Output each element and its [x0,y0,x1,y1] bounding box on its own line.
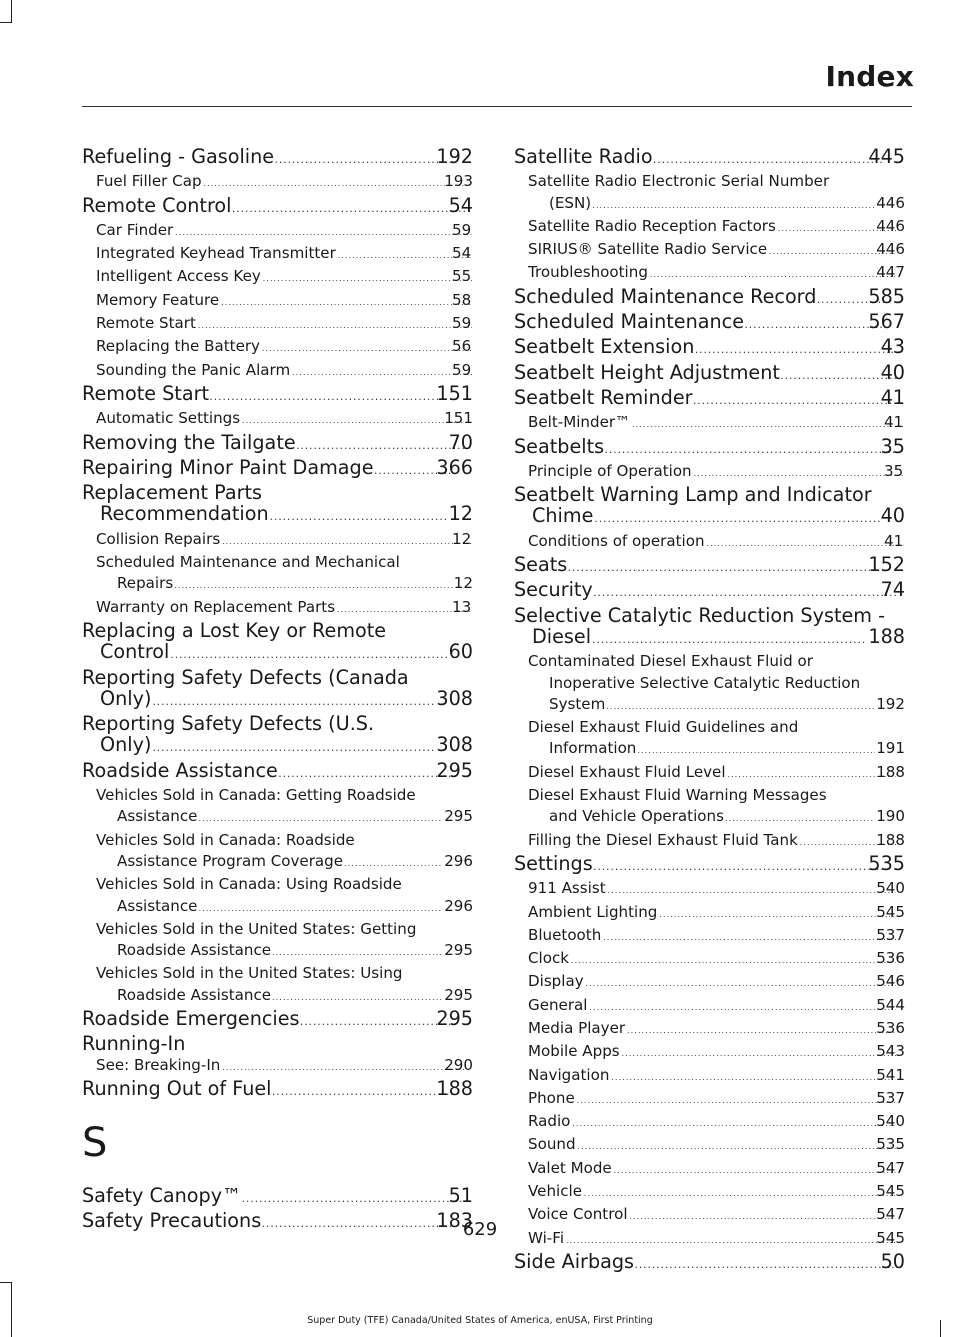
leader-dots [174,575,453,596]
index-entry [514,484,905,531]
index-entry-label: Memory Feature [96,290,220,309]
index-entry-label: Remote Start [96,314,196,333]
index-entry-page: 366 [436,455,473,479]
index-entry-label: Safety Canopy™ [82,1184,242,1208]
footer-text: Super Duty (TFE) Canada/United States of America, enUSA, First Printing [307,1315,653,1326]
index-entry-page: 537 [876,1088,905,1107]
index-entry-text: Vehicles Sold in Canada: Roadside [96,830,355,849]
index-entry-label: Security [514,578,593,602]
index-entry-label: Only) [100,686,152,710]
index-entry-page: 308 [436,686,473,710]
index-entry-text: Seatbelt Warning Lamp and Indicator [514,483,872,507]
index-entry-page: 60 [448,640,473,664]
index-entry-label: Intelligent Access Key [96,267,261,286]
index-entry-label: Wi-Fi [528,1228,565,1247]
index-entry-page: 43 [880,335,905,359]
leader-dots [570,950,896,971]
index-entry-page: 543 [876,1042,905,1061]
index-entry-page: 446 [876,240,905,259]
index-entry [82,1033,473,1054]
index-entry-label: (ESN) [549,193,592,212]
index-entry-page: 50 [880,1249,905,1273]
leader-dots [221,1057,464,1078]
index-entry-page: 295 [444,941,473,960]
leader-dots [198,808,443,829]
index-subentry [82,963,473,1008]
leader-dots [594,509,879,530]
index-subentry [514,785,905,830]
index-subentry: Intelligent Access Key ..... 55 [82,266,473,289]
index-subentry [514,239,905,262]
index-entry-page: 545 [876,1228,905,1247]
index-entry-label: Roadside Assistance [117,985,272,1004]
leader-dots [613,1160,896,1181]
leader-dots [152,692,435,713]
index-entry-page: 546 [876,972,905,991]
leader-dots [197,315,472,336]
index-entry [82,713,473,760]
leader-dots [241,410,464,431]
index-subentry [82,408,473,431]
index-entry-label: Seats [514,553,568,577]
index-subentry [82,785,473,830]
index-entry [82,146,473,171]
index-entry [82,760,473,785]
index-subentry: Conditions of operation ..... 41 [514,531,905,554]
index-entry-label: Filling the Diesel Exhaust Fluid Tank [528,830,798,849]
index-entry-page: 541 [876,1065,905,1084]
leader-dots [605,440,897,461]
leader-dots [170,645,447,666]
index-entry-page: 545 [876,1182,905,1201]
leader-dots [233,199,466,220]
index-subentry [82,171,473,194]
index-entry-text: Diesel Exhaust Fluid Guidelines and [528,718,799,737]
leader-dots [220,292,472,313]
index-entry-page: 151 [444,409,473,428]
index-entry-page: 535 [868,851,905,875]
index-entry-label: Information [549,739,637,758]
index-entry [514,436,905,461]
index-entry-label: Scheduled Maintenance Record [514,284,817,308]
leader-dots [297,436,466,457]
index-entry-label: See: Breaking-In [96,1055,221,1074]
index-entry-text: Vehicles Sold in Canada: Using Roadside [96,875,402,894]
index-entry-page: 188 [876,830,905,849]
index-entry-label: 911 Assist [528,879,606,898]
index-entry-page: 445 [868,145,905,168]
index-entry-text: Reporting Safety Defects (U.S. [82,712,375,736]
index-entry-label: Car Finder [96,220,174,239]
index-subentry [514,1158,905,1181]
index-entry-page: 191 [876,739,905,758]
index-entry-page: 536 [876,1018,905,1037]
index-subentry: Car Finder ..... 59 [82,220,473,243]
index-entry-label: Valet Mode [528,1158,612,1177]
index-entry-page: 40 [880,360,905,384]
index-subentry: Warranty on Replacement Parts ..... 13 [82,597,473,620]
leader-dots [658,904,896,925]
leader-dots [262,268,472,289]
index-entry-page: 35 [880,434,905,458]
leader-dots [695,340,897,361]
index-entry-label: Repairs [117,574,174,593]
index-subentry [514,651,905,717]
index-entry-label: Automatic Settings [96,409,241,428]
leader-dots [654,150,886,171]
index-subentry [514,830,905,853]
index-entry-label: Satellite Radio Reception Factors [528,216,776,235]
leader-dots [291,362,472,383]
index-entry-label: Sounding the Panic Alarm [96,360,291,379]
leader-dots [272,987,443,1008]
index-entry-page: 295 [444,985,473,1004]
index-entry-label: Satellite Radio [514,145,653,168]
index-entry [82,432,473,457]
index-subentry [82,1055,473,1078]
index-entry-label: Roadside Assistance [117,941,272,960]
leader-dots [568,558,885,579]
index-subentry [82,552,473,597]
index-subentry: Integrated Keyhead Transmitter ..... 54 [82,243,473,266]
leader-dots [273,1082,454,1103]
index-entry-page: 12 [448,502,473,526]
index-entry-label: Assistance [117,896,198,915]
index-entry-text: Running-In [82,1032,186,1056]
index-entry-label: Media Player [528,1018,626,1037]
leader-dots [576,1090,896,1111]
index-entry [82,195,473,220]
index-entry-text: Reporting Safety Defects (Canada [82,665,409,689]
index-entry-label: Clock [528,949,570,968]
index-entry-text: Vehicles Sold in Canada: Getting Roadside [96,786,416,805]
index-entry-label: Vehicle [528,1182,582,1201]
index-subentry [514,948,905,971]
index-entry-label: Principle of Operation [528,461,692,480]
leader-dots [594,857,886,878]
index-subentry [514,971,905,994]
leader-dots [745,315,885,336]
page-number: 629 [462,1219,498,1240]
index-entry-label: Recommendation [100,502,269,526]
leader-dots [602,927,896,948]
index-entry-label: Mobile Apps [528,1042,620,1061]
index-entry-page: 535 [876,1135,905,1154]
index-column-left [82,146,473,1236]
index-entry-text: Selective Catalytic Reduction System - [514,603,885,627]
index-subentry [514,1181,905,1204]
index-entry-label: Seatbelt Reminder [514,385,693,409]
index-entry-label: Control [100,640,170,664]
index-entry-label: and Vehicle Operations [549,807,724,826]
leader-dots [221,531,472,552]
index-entry-page: 296 [444,896,473,915]
index-entry-page: 295 [444,807,473,826]
index-entry-label: General [528,995,588,1014]
leader-dots [610,1067,896,1088]
index-entry-text: Vehicles Sold in the United States: Getting [96,919,417,938]
index-entry-label: Radio [528,1112,571,1131]
index-entry-page: 547 [876,1158,905,1177]
leader-dots [261,338,472,359]
index-entry-page: 295 [436,1006,473,1030]
index-entry-page: 446 [876,216,905,235]
index-entry-page: 74 [880,578,905,602]
index-entry-label: Seatbelt Extension [514,335,695,359]
leader-dots [606,696,875,717]
index-entry-text: Diesel Exhaust Fluid Warning Messages [528,786,827,805]
index-subentry [514,171,905,216]
crop-mark-bottom-left-h [0,1282,12,1283]
index-entry-page: 188 [876,762,905,781]
leader-dots [279,764,454,785]
index-entry-label: Conditions of operation [528,531,705,550]
index-entry [514,146,905,171]
index-entry-text: Replacing a Lost Key or Remote [82,618,387,642]
index-subentry: Remote Start ..... 59 [82,313,473,336]
index-subentry [514,1065,905,1088]
index-entry [514,336,905,361]
index-entry-page: 544 [876,995,905,1014]
index-subentry [514,762,905,785]
index-subentry [514,1134,905,1157]
index-entry-label: Collision Repairs [96,529,221,548]
index-entry-page: 190 [876,807,905,826]
index-entry-page: 152 [868,553,905,577]
index-entry [514,605,905,652]
index-entry-label: Safety Precautions [82,1209,262,1233]
index-entry-label: Navigation [528,1065,610,1084]
leader-dots [577,1136,897,1157]
index-entry-label: Display [528,972,584,991]
leader-dots [588,997,896,1018]
index-entry-page: 151 [436,381,473,405]
index-entry-page: 54 [448,193,473,217]
index-subentry [514,1111,905,1134]
index-subentry [82,830,473,875]
index-entry-label: Only) [100,733,152,757]
index-subentry [514,925,905,948]
index-entry-label: Diesel Exhaust Fluid Level [528,762,726,781]
index-subentry [514,995,905,1018]
leader-dots [637,740,875,761]
index-entry-page: 547 [876,1205,905,1224]
leader-dots [272,942,443,963]
index-subentry: Sounding the Panic Alarm ..... 59 [82,360,473,383]
index-entry-label: Removing the Tailgate [82,430,296,454]
index-entry-label: Repairing Minor Paint Damage [82,455,374,479]
index-entry-page: 540 [876,879,905,898]
leader-dots [203,173,465,194]
index-entry-text: Replacement Parts [82,481,263,505]
index-entry-label: Running Out of Fuel [82,1076,272,1100]
leader-dots [198,898,443,919]
index-subentry [514,1088,905,1111]
leader-dots [706,533,904,554]
index-entry-label: Troubleshooting [528,263,648,282]
leader-dots [626,1020,896,1041]
index-entry-page: 296 [444,851,473,870]
index-entry-text: Contaminated Diesel Exhaust Fluid or [528,652,813,671]
index-subentry [514,1018,905,1041]
leader-dots [174,222,472,243]
index-entry-label: Belt-Minder™ [528,413,631,432]
index-entry-label: Roadside Assistance [82,758,278,782]
index-entry-page: 536 [876,949,905,968]
index-entry-label: Sound [528,1135,576,1154]
leader-dots [693,463,904,484]
index-entry-label: Ambient Lighting [528,902,658,921]
index-entry-label: Phone [528,1088,575,1107]
leader-dots [571,1113,896,1134]
index-entry-label: Remote Start [82,381,210,405]
index-entry [514,311,905,336]
index-entry-page: 446 [876,193,905,212]
leader-dots [592,195,875,216]
index-entry-text: Inoperative Selective Catalytic Reduction [549,673,861,692]
index-entry-page: 295 [436,758,473,782]
index-entry [514,853,905,878]
index-subentry: Memory Feature ..... 58 [82,290,473,313]
index-entry-label: Seatbelts [514,434,605,458]
index-subentry [514,262,905,285]
index-entry [82,667,473,714]
index-entry-page: 545 [876,902,905,921]
leader-dots [583,1183,896,1204]
index-entry [514,579,905,604]
index-entry-text: Scheduled Maintenance and Mechanical [96,553,400,572]
index-entry-label: Refueling - Gasoline [82,145,275,168]
index-subentry [514,216,905,239]
leader-dots [621,1043,897,1064]
index-entry-label: Assistance [117,807,198,826]
index-entry-label: Side Airbags [514,1249,635,1273]
index-entry-label: Fuel Filler Cap [96,172,202,191]
index-entry [514,362,905,387]
crop-mark-top-left-v [11,0,12,22]
index-entry-label: Scheduled Maintenance [514,310,745,334]
leader-dots [210,387,453,408]
index-entry-page: 188 [436,1076,473,1100]
leader-dots [725,808,875,829]
index-section-letter: S [82,1120,108,1167]
index-entry-page: 193 [444,172,473,191]
index-entry [514,1251,905,1276]
index-entry-label: Bluetooth [528,925,602,944]
index-entry-page: 51 [448,1184,473,1208]
index-entry-label: System [549,694,606,713]
index-subentry: Collision Repairs ..... 12 [82,529,473,552]
index-subentry [514,1041,905,1064]
index-entry-page: 70 [448,430,473,454]
index-entry-page: 40 [880,504,905,528]
leader-dots [152,738,435,759]
index-entry-page: 585 [868,284,905,308]
index-subentry [82,919,473,964]
leader-dots [344,853,443,874]
leader-dots [585,973,897,994]
leader-dots [631,414,904,435]
index-entry [82,383,473,408]
index-entry [514,554,905,579]
index-entry-page: 183 [436,1209,473,1233]
index-entry-page: 192 [436,145,473,168]
index-entry-label: Remote Control [82,193,232,217]
index-subentry: Principle of Operation ..... 35 [514,461,905,484]
index-entry [514,387,905,412]
index-entry-page: 12 [453,574,473,593]
index-entry-label: Assistance Program Coverage [117,851,344,870]
index-entry-label: Diesel [532,624,592,648]
leader-dots [275,150,453,171]
index-subentry: Replacing the Battery ..... 56 [82,336,473,359]
index-entry-page: 540 [876,1112,905,1131]
index-entry-page: 447 [876,263,905,282]
leader-dots [594,583,898,604]
crop-mark-top-left-h [0,22,12,23]
index-entry-label: SIRIUS® Satellite Radio Service [528,240,768,259]
index-entry-page: 308 [436,733,473,757]
index-entry-label: Chime [532,504,594,528]
index-entry-label: Warranty on Replacement Parts [96,597,336,616]
leader-dots [649,264,896,285]
index-entry-page: 567 [868,310,905,334]
index-entry [82,620,473,667]
leader-dots [592,630,867,651]
index-subentry: Belt-Minder™ ..... 41 [514,412,905,435]
index-entry [82,457,473,482]
index-entry-label: Settings [514,851,593,875]
leader-dots [635,1255,898,1276]
index-subentry [82,874,473,919]
index-entry-label: Voice Control [528,1205,628,1224]
leader-dots [694,391,898,412]
index-entry-label: Seatbelt Height Adjustment [514,360,780,384]
index-entry [82,482,473,529]
header-rule [82,106,912,107]
index-entry [82,1185,473,1210]
leader-dots [270,507,448,528]
index-subentry [514,717,905,762]
index-entry-label: Roadside Emergencies [82,1006,300,1030]
index-entry-page: 290 [444,1055,473,1074]
leader-dots [301,1012,454,1033]
index-entry-text: Vehicles Sold in the United States: Using [96,964,403,983]
index-column-right [514,146,905,1276]
index-entry-page: 192 [876,694,905,713]
index-entry-label: Integrated Keyhead Transmitter [96,244,336,263]
crop-mark-bottom-left-v [11,1282,12,1337]
index-entry-page: 537 [876,925,905,944]
page-title: Index [825,60,914,93]
index-entry [82,1008,473,1033]
index-subentry [514,878,905,901]
leader-dots [727,764,897,785]
index-entry [514,286,905,311]
index-entry-page: 188 [868,624,905,648]
index-entry [82,1078,473,1103]
leader-dots [607,880,897,901]
index-entry-label: Replacing the Battery [96,337,260,356]
leader-dots [242,1189,465,1210]
index-entry-page: 41 [880,385,905,409]
index-subentry [514,902,905,925]
index-entry-text: Satellite Radio Electronic Serial Number [528,172,830,191]
